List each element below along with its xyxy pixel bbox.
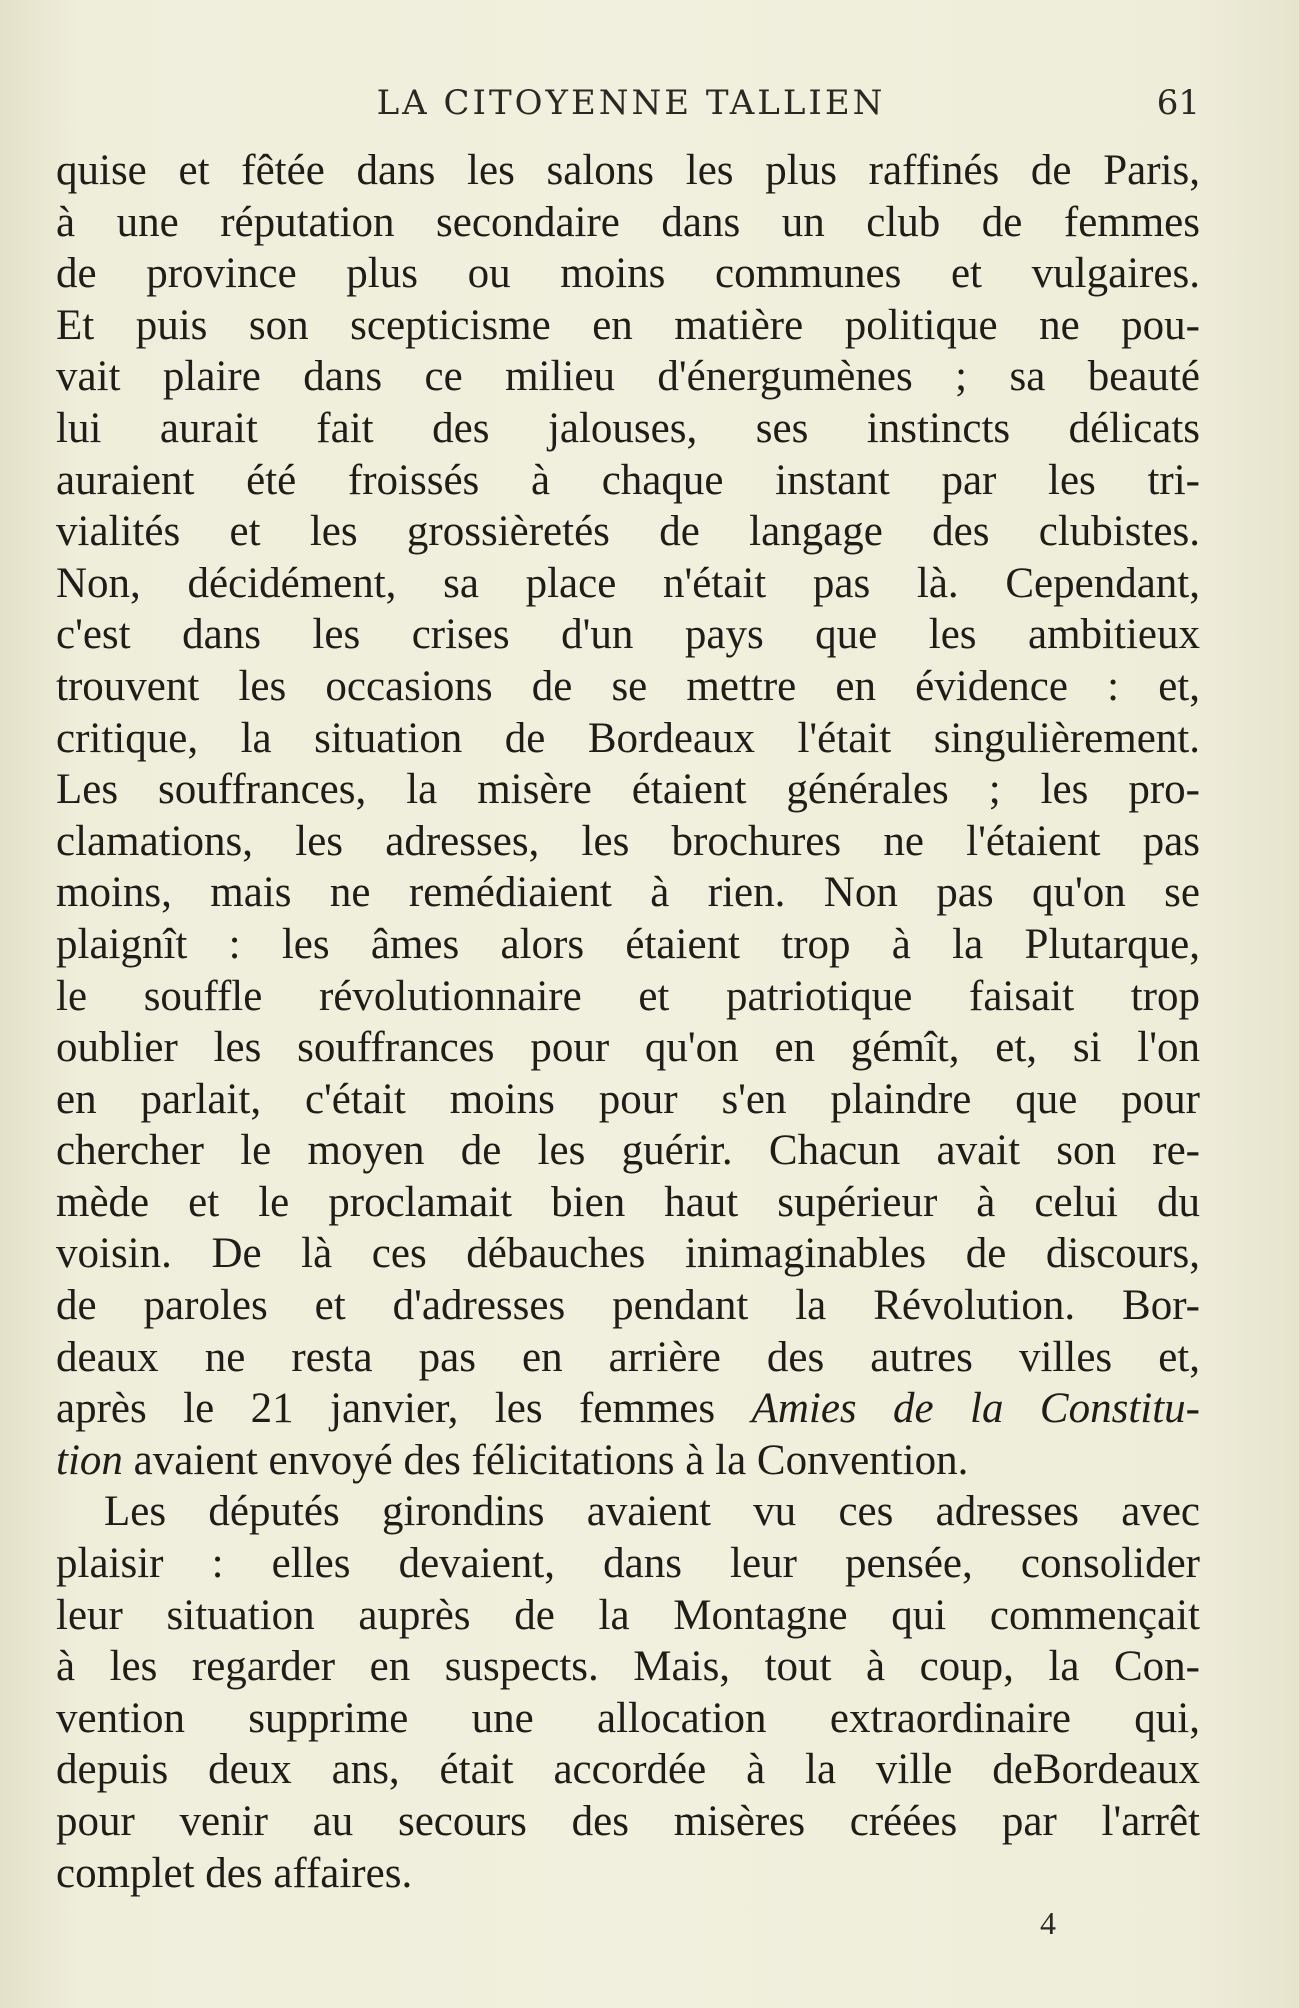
page-number: 61	[1156, 83, 1200, 123]
italic-title: tion	[56, 1436, 123, 1484]
text-line: complet des affaires.	[56, 1849, 413, 1897]
text-line: de paroles et d'adresses pendant la Révolution. Bor-	[56, 1282, 1200, 1330]
text-line	[56, 1383, 1200, 1435]
text-line: vialités et les grossièretés de langage des clubistes.	[56, 508, 1200, 556]
text-line: à les regarder en suspects. Mais, tout à coup, la Con-	[56, 1643, 1200, 1691]
text-line: trouvent les occasions de se mettre en évidence : et,	[56, 662, 1200, 710]
text-line: depuis deux ans, était accordée à la ville deBordeaux	[56, 1746, 1200, 1794]
text-line: clamations, les adresses, les brochures ne l'étaient pas	[56, 817, 1200, 865]
text-line: à une réputation secondaire dans un club de femmes	[56, 198, 1200, 246]
text-line: oublier les souffrances pour qu'on en gémît, et, si l'on	[56, 1024, 1200, 1072]
text-line: Et puis son scepticisme en matière politique ne pou-	[56, 301, 1200, 349]
text-line: voisin. De là ces débauches inimaginables de discours,	[56, 1230, 1200, 1278]
text-line: plaisir : elles devaient, dans leur pensée, consolider	[56, 1540, 1200, 1588]
italic-title: Amies de la Constitu-	[751, 1385, 1200, 1433]
text-line: critique, la situation de Bordeaux l'était singulièrement.	[56, 714, 1200, 762]
text-line: vait plaire dans ce milieu d'énergumènes ; sa beauté	[56, 353, 1200, 401]
text-line: Non, décidément, sa place n'était pas là. Cependant,	[56, 559, 1200, 607]
text-segment: avaient envoyé des félicitations à la Convention.	[122, 1436, 969, 1484]
running-title: LA CITOYENNE TALLIEN	[376, 83, 886, 123]
body-text	[56, 145, 1200, 1899]
text-segment: après le 21 janvier, les femmes	[56, 1385, 752, 1433]
signature-mark: 4	[1040, 1905, 1056, 1941]
text-line: mède et le proclamait bien haut supérieur à celui du	[56, 1178, 1200, 1226]
text-line: Les députés girondins avaient vu ces adresses avec	[104, 1488, 1200, 1536]
text-line: Les souffrances, la misère étaient générales ; les pro-	[56, 766, 1200, 814]
text-line: quise et fêtée dans les salons les plus raffinés de Paris,	[56, 147, 1200, 194]
text-line: c'est dans les crises d'un pays que les ambitieux	[56, 611, 1200, 659]
text-line: moins, mais ne remédiaient à rien. Non pas qu'on se	[56, 869, 1200, 917]
text-line: en parlait, c'était moins pour s'en plaindre que pour	[56, 1075, 1200, 1123]
text-line: chercher le moyen de les guérir. Chacun avait son re-	[56, 1127, 1200, 1175]
page-header	[62, 78, 1200, 128]
text-line: auraient été froissés à chaque instant par les tri-	[56, 456, 1200, 504]
text-line	[56, 1435, 1200, 1487]
text-line: pour venir au secours des misères créées par l'arrêt	[56, 1798, 1200, 1845]
text-line: de province plus ou moins communes et vulgaires.	[56, 250, 1200, 298]
text-line: lui aurait fait des jalouses, ses instincts délicats	[56, 404, 1200, 452]
text-line: deaux ne resta pas en arrière des autres villes et,	[56, 1333, 1200, 1381]
text-line: plaignît : les âmes alors étaient trop à la Plutarque,	[56, 920, 1200, 968]
text-line: leur situation auprès de la Montagne qui commençait	[56, 1591, 1200, 1639]
text-line: le souffle révolutionnaire et patriotique faisait trop	[56, 972, 1200, 1020]
text-line: vention supprime une allocation extraordinaire qui,	[56, 1694, 1200, 1742]
